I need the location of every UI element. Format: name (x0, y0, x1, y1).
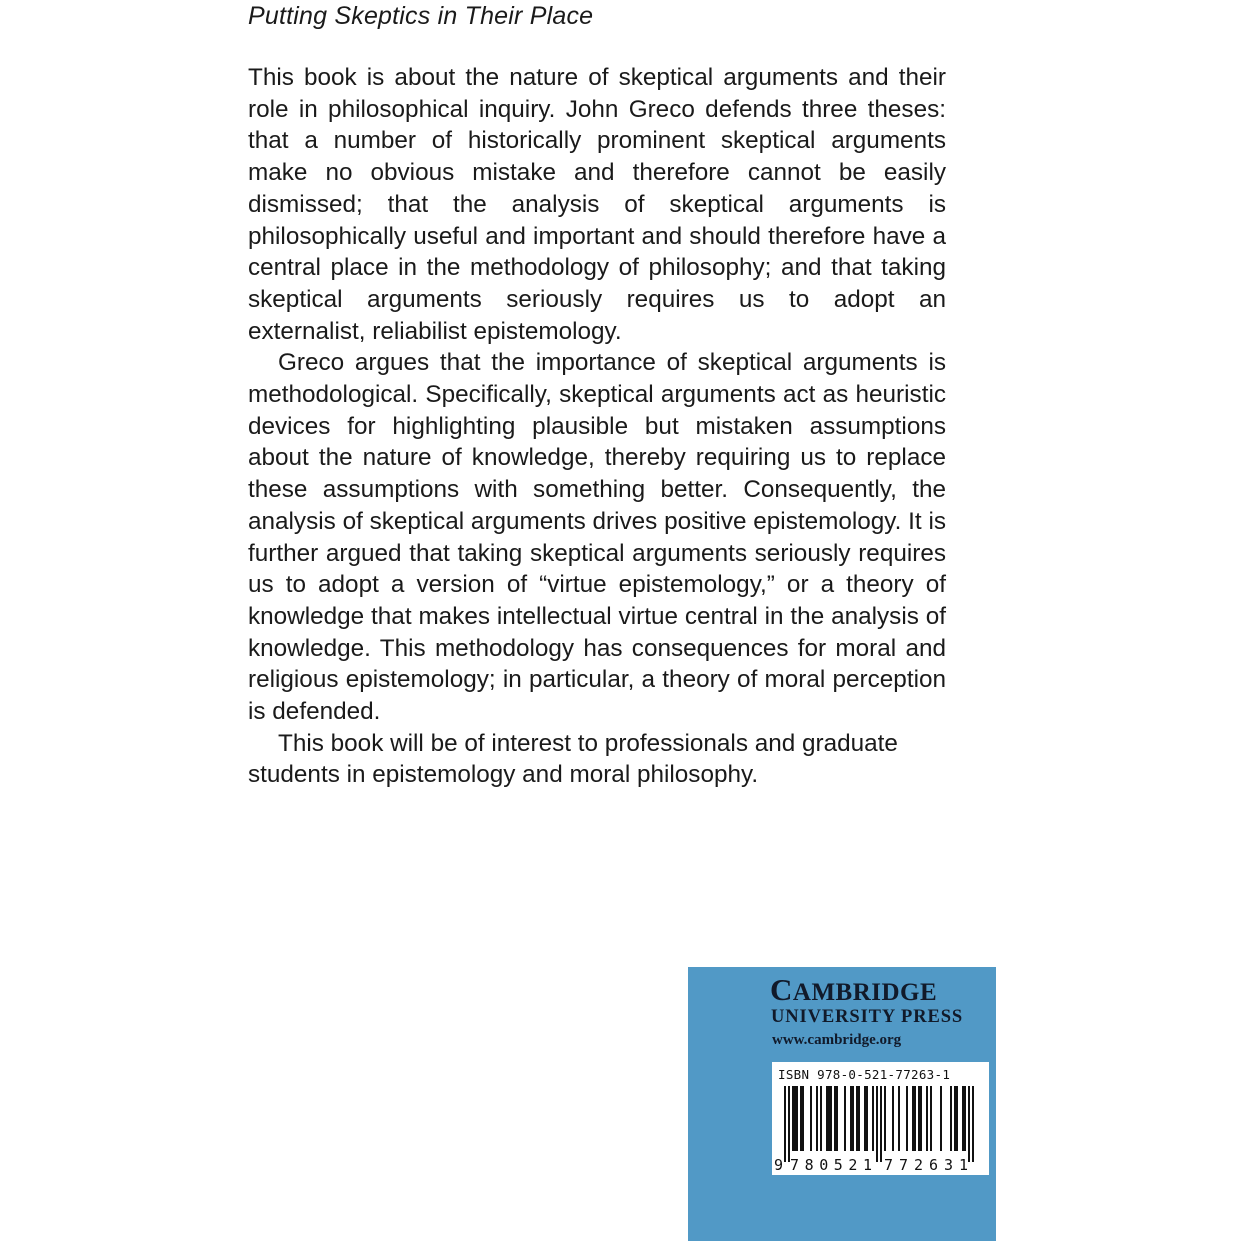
publisher-subtitle: UNIVERSITY PRESS (771, 1007, 964, 1027)
barcode-bar (884, 1086, 886, 1151)
barcode-bar (920, 1086, 922, 1151)
barcode-bar (930, 1086, 932, 1151)
barcode-bar (954, 1086, 956, 1151)
barcode-bar (852, 1086, 854, 1151)
description-paragraph-3: This book will be of interest to professionals and graduate students in epistemology and moral philosophy. (248, 729, 898, 789)
isbn-label: ISBN 978-0-521-77263-1 (778, 1067, 951, 1082)
barcode-bar (972, 1086, 974, 1162)
description-paragraph-1: This book is about the nature of skeptical arguments and their role in philosophical inquiry. John Greco defends three theses: that a number of historically prominent skeptical arguments make no obvious mistake and therefore cannot be easily dismissed; that the analysis of skeptical arguments is philosophically useful and important and should therefore have a central place in the methodology of philosophy; and that taking skeptical arguments seriously requires us to adopt an externalist, reliabilist epistemology. (248, 64, 946, 345)
barcode-bar (796, 1086, 798, 1151)
barcode-bar (802, 1086, 804, 1151)
barcode-image (772, 1062, 989, 1175)
barcode-bar (858, 1086, 860, 1151)
barcode-bar (784, 1086, 786, 1162)
barcode-bar (950, 1086, 952, 1151)
barcode-bar (792, 1086, 794, 1151)
barcode-bar (850, 1086, 852, 1151)
barcode-bar (968, 1086, 970, 1162)
barcode-bar (914, 1086, 916, 1151)
barcode-bar (880, 1086, 882, 1162)
barcode-bar (820, 1086, 822, 1151)
barcode-bar (964, 1086, 966, 1151)
barcode-bar (872, 1086, 874, 1151)
description-paragraph-2: Greco argues that the importance of skeptical arguments is methodological. Specifically, skeptical arguments act as heuristic devices for highlighting plausible but mistaken assumptions about the nature of knowledge, thereby requiring us to replace these assumptions with something better. Consequently, the analysis of skeptical arguments drives positive epistemology. It is further argued that taking skeptical arguments seriously requires us to adopt a version of “virtue epistemology,” or a theory of knowledge that makes intellectual virtue central in the analysis of knowledge. This methodology has consequences for moral and religious epistemology; in particular, a theory of moral perception is defended. (248, 349, 946, 726)
barcode-bar (810, 1086, 812, 1151)
barcode-bar (844, 1086, 846, 1151)
barcode-bar (856, 1086, 858, 1151)
barcode-panel (772, 1062, 989, 1175)
publisher-url: www.cambridge.org (772, 1032, 902, 1048)
barcode-left-digits: 780521 (790, 1156, 872, 1174)
publisher-box (688, 967, 996, 1241)
barcode-bar (926, 1086, 928, 1151)
barcode-bars (784, 1086, 974, 1162)
barcode-bar (912, 1086, 914, 1151)
publisher-name-rest: AMBRIDGE (792, 979, 938, 1006)
barcode-bar (864, 1086, 866, 1151)
barcode-bar (816, 1086, 818, 1151)
barcode-bar (906, 1086, 908, 1151)
barcode-first-digit: 9 (774, 1156, 784, 1174)
barcode-bar (828, 1086, 830, 1151)
barcode-bar (788, 1086, 790, 1162)
barcode-right-digits: 772631 (884, 1156, 968, 1174)
barcode-bar (876, 1086, 878, 1162)
barcode-bar (898, 1086, 900, 1151)
barcode-bar (956, 1086, 958, 1151)
barcode-bar (800, 1086, 802, 1151)
barcode-bar (940, 1086, 942, 1151)
barcode-bar (962, 1086, 964, 1151)
barcode-bar (892, 1086, 894, 1151)
barcode-bar (830, 1086, 832, 1151)
barcode-bar (794, 1086, 796, 1151)
barcode-bar (826, 1086, 828, 1151)
book-description (248, 62, 946, 791)
barcode-bar (836, 1086, 838, 1151)
publisher-name-initial: C (770, 972, 793, 1007)
barcode-bar (866, 1086, 868, 1151)
book-title: Putting Skeptics in Their Place (248, 2, 594, 30)
barcode-bar (918, 1086, 920, 1151)
barcode-bar (834, 1086, 836, 1151)
publisher-name (770, 973, 937, 1010)
